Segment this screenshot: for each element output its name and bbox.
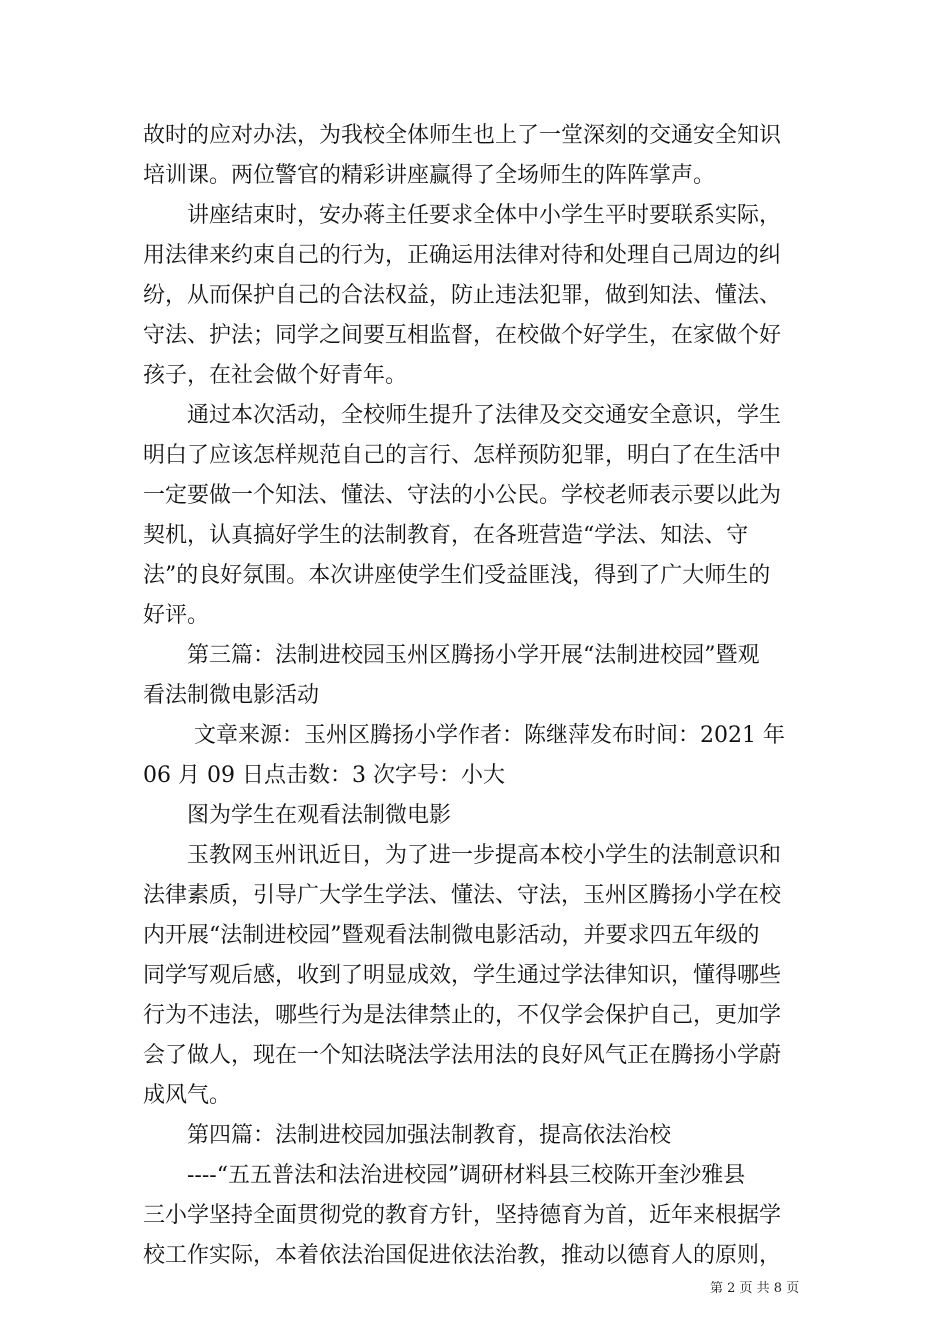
text-line: 成风气。 bbox=[143, 1083, 232, 1108]
text-line: 通过本次活动，全校师生提升了法律及交交通安全意识，学生 bbox=[143, 403, 782, 428]
text-line: 讲座结束时，安办蒋主任要求全体中小学生平时要联系实际， bbox=[143, 203, 782, 228]
text-line: 三小学坚持全面贯彻党的教育方针，坚持德育为首，近年来根据学 bbox=[143, 1203, 782, 1228]
text-line: 用法律来约束自己的行为，正确运用法律对待和处理自己周边的纠 bbox=[143, 243, 782, 268]
image-caption: 图为学生在观看法制微电影 bbox=[143, 803, 452, 828]
text-line: 故时的应对办法，为我校全体师生也上了一堂深刻的交通安全知识 bbox=[143, 123, 782, 148]
text-line: 好评。 bbox=[143, 603, 210, 628]
text-line: 一定要做一个知法、懂法、守法的小公民。学校老师表示要以此为 bbox=[143, 483, 782, 508]
page-number: 第 2 页 共 8 页 bbox=[710, 1281, 800, 1296]
text-line: 法律素质，引导广大学生学法、懂法、守法，玉州区腾扬小学在校 bbox=[143, 883, 782, 908]
text-line: 行为不违法，哪些行为是法律禁止的，不仅学会保护自己，更加学 bbox=[143, 1003, 782, 1028]
text-line: ----“五五普法和法治进校园”调研材料县三校陈开奎沙雅县 bbox=[143, 1163, 746, 1188]
text-line: 法”的良好氛围。本次讲座使学生们受益匪浅，得到了广大师生的 bbox=[143, 563, 771, 588]
article-meta: 文章来源：玉州区腾扬小学作者：陈继萍发布时间：2021 年 bbox=[143, 723, 785, 748]
text-line: 培训课。两位警官的精彩讲座赢得了全场师生的阵阵掌声。 bbox=[143, 163, 716, 188]
text-line: 明白了应该怎样规范自己的言行、怎样预防犯罪，明白了在生活中 bbox=[143, 443, 782, 468]
text-line: 玉教网玉州讯近日，为了进一步提高本校小学生的法制意识和 bbox=[143, 843, 782, 868]
section-heading: 看法制微电影活动 bbox=[143, 683, 320, 708]
text-line: 内开展“法制进校园”暨观看法制微电影活动，并要求四五年级的 bbox=[143, 923, 760, 948]
text-line: 纷，从而保护自己的合法权益，防止违法犯罪，做到知法、懂法、 bbox=[143, 283, 782, 308]
text-line: 会了做人，现在一个知法晓法学法用法的良好风气正在腾扬小学蔚 bbox=[143, 1043, 782, 1068]
section-heading: 第四篇：法制进校园加强法制教育，提高依法治校 bbox=[143, 1123, 672, 1148]
text-line: 契机，认真搞好学生的法制教育，在各班营造“学法、知法、守 bbox=[143, 523, 749, 548]
article-meta: 06 月 09 日点击数：3 次字号：小大 bbox=[143, 763, 505, 788]
text-line: 校工作实际，本着依法治国促进依法治教，推动以德育人的原则， bbox=[143, 1243, 782, 1268]
section-heading: 第三篇：法制进校园玉州区腾扬小学开展“法制进校园”暨观 bbox=[143, 643, 760, 668]
text-line: 同学写观后感，收到了明显成效，学生通过学法律知识，懂得哪些 bbox=[143, 963, 782, 988]
text-line: 孩子，在社会做个好青年。 bbox=[143, 363, 408, 388]
text-line: 守法、护法；同学之间要互相监督，在校做个好学生，在家做个好 bbox=[143, 323, 782, 348]
